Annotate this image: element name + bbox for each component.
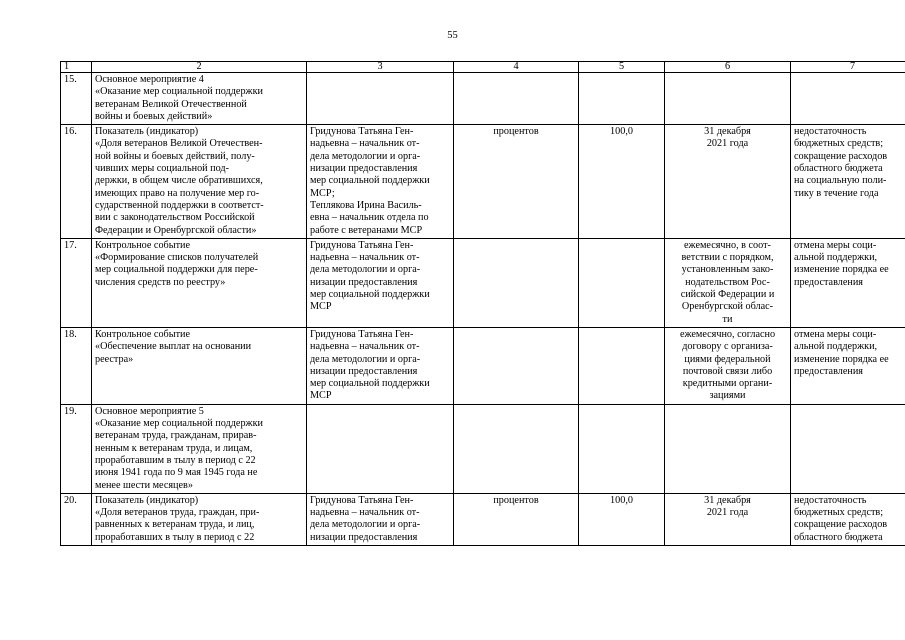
value-cell (579, 327, 665, 404)
row-number: 16. (61, 125, 92, 239)
responsible-cell (307, 493, 454, 545)
header-col-7: 7 (791, 62, 905, 73)
table-row (61, 73, 905, 125)
cell-line: на социальную поли- (794, 175, 887, 187)
unit-cell (454, 73, 579, 125)
cell-line: работе с ветеранами МСР (310, 224, 423, 236)
header-col-3: 3 (307, 62, 454, 73)
unit-cell (454, 238, 579, 327)
value-cell: 100,0 (579, 125, 665, 239)
deadline-cell (665, 73, 791, 125)
name-cell (92, 73, 307, 125)
cell-line: Основное мероприятие 5 (95, 405, 204, 417)
responsible-cell (307, 404, 454, 493)
cell-line: проработавших в тылу в период с 22 (95, 531, 255, 543)
cell-line: «Доля ветеранов труда, граждан, при- (95, 507, 260, 519)
name-cell (92, 404, 307, 493)
responsible-cell (307, 327, 454, 404)
cell-line: Показатель (индикатор) (95, 494, 199, 506)
cell-line: дела методологии и орга- (310, 353, 421, 365)
cell-line: сокращение расходов (794, 150, 888, 162)
table-body (61, 73, 905, 546)
header-col-6: 6 (665, 62, 791, 73)
cell-line: кредитными органи- (682, 378, 773, 390)
row-number: 19. (61, 404, 92, 493)
cell-line: «Оказание мер социальной поддержки (95, 418, 263, 430)
risk-cell (791, 125, 905, 239)
row-number: 18. (61, 327, 92, 404)
cell-line: чивших меры социальной под- (95, 163, 230, 175)
deadline-cell (665, 125, 791, 239)
deadline-cell (665, 327, 791, 404)
cell-line: сийской Федерации и (680, 289, 775, 301)
value-cell: 100,0 (579, 493, 665, 545)
cell-line: МСР (310, 390, 332, 402)
table-row (61, 327, 905, 404)
cell-line: МСР (310, 301, 332, 313)
cell-line: циями федеральной (684, 353, 771, 365)
cell-line: изменение порядка ее (794, 264, 889, 276)
cell-line: низации предоставления (310, 276, 418, 288)
cell-line: ненным к ветеранам труда, и лицам, (95, 442, 253, 454)
value-cell (579, 238, 665, 327)
cell-line: МСР; (310, 187, 335, 199)
name-cell (92, 125, 307, 239)
cell-line: ной войны и боевых действий, полу- (95, 150, 255, 162)
cell-line: ежемесячно, согласно (679, 328, 776, 340)
cell-line: евна – начальник отдела по (310, 212, 429, 224)
cell-line: войны и боевых действий» (95, 110, 213, 122)
value-cell (579, 73, 665, 125)
cell-line: реестра» (95, 353, 134, 365)
cell-line: мер социальной поддержки (310, 175, 430, 187)
responsible-cell (307, 73, 454, 125)
cell-line: «Обеспечение выплат на основании (95, 341, 252, 353)
cell-line: отмена меры соци- (794, 239, 877, 251)
cell-line: недостаточность (794, 126, 867, 138)
risk-cell (791, 493, 905, 545)
cell-line: 31 декабря (704, 126, 751, 138)
table-row (61, 404, 905, 493)
responsible-cell (307, 238, 454, 327)
cell-line: 31 декабря (704, 494, 751, 506)
cell-line: нодательством Рос- (685, 276, 770, 288)
deadline-cell (665, 404, 791, 493)
cell-line: тику в течение года (794, 187, 879, 199)
cell-line: Основное мероприятие 4 (95, 74, 204, 85)
cell-line: «Доля ветеранов Великой Отечествен- (95, 138, 263, 150)
cell-line: предоставления (794, 365, 863, 377)
table-row (61, 493, 905, 545)
cell-line: надьевна – начальник от- (310, 507, 420, 519)
cell-line: проработавшим в тылу в период с 22 (95, 454, 256, 466)
cell-line: равненных к ветеранам труда, и лиц, (95, 519, 255, 531)
cell-line: мер социальной поддержки (310, 378, 430, 390)
cell-line: «Формирование списков получателей (95, 252, 259, 264)
cell-line: областного бюджета (794, 163, 883, 175)
cell-line: дела методологии и орга- (310, 150, 421, 162)
row-number: 17. (61, 238, 92, 327)
row-number: 20. (61, 493, 92, 545)
cell-line: зациями (709, 390, 746, 402)
cell-line: бюджетных средств; (794, 138, 884, 150)
cell-line: низации предоставления (310, 365, 418, 377)
cell-line: низации предоставления (310, 163, 418, 175)
responsible-cell (307, 125, 454, 239)
cell-line: ветеранам труда, гражданам, прирав- (95, 430, 257, 442)
cell-line: изменение порядка ее (794, 353, 889, 365)
header-row (61, 62, 905, 73)
cell-line: предоставления (794, 276, 863, 288)
header-col-5: 5 (579, 62, 665, 73)
value-cell (579, 404, 665, 493)
cell-line: недостаточность (794, 494, 867, 506)
name-cell (92, 493, 307, 545)
cell-line: Контрольное событие (95, 328, 190, 340)
deadline-cell (665, 493, 791, 545)
cell-line: установленным зако- (681, 264, 774, 276)
cell-line: Гридунова Татьяна Ген- (310, 239, 414, 251)
cell-line: 2021 года (706, 138, 749, 150)
cell-line: держки, в общем числе обратившихся, (95, 175, 263, 187)
cell-line: Гридунова Татьяна Ген- (310, 328, 414, 340)
cell-line: мер социальной поддержки (310, 289, 430, 301)
unit-cell (454, 404, 579, 493)
cell-line: 2021 года (706, 507, 749, 519)
cell-line: надьевна – начальник от- (310, 138, 420, 150)
cell-line: надьевна – начальник от- (310, 252, 420, 264)
cell-line: дела методологии и орга- (310, 519, 421, 531)
cell-line: Показатель (индикатор) (95, 126, 199, 138)
cell-line: сударственной поддержки в соответст- (95, 199, 264, 211)
cell-line: июня 1941 года по 9 мая 1945 года не (95, 467, 258, 479)
cell-line: ветствии с порядком, (681, 252, 774, 264)
cell-line: дела методологии и орга- (310, 264, 421, 276)
cell-line: ветеранам Великой Отечественной (95, 98, 247, 110)
header-col-2: 2 (92, 62, 307, 73)
unit-cell (454, 327, 579, 404)
cell-line: Гридунова Татьяна Ген- (310, 126, 414, 138)
plan-table (60, 61, 905, 546)
risk-cell (791, 327, 905, 404)
cell-line: числения средств по реестру» (95, 276, 226, 288)
cell-line: Гридунова Татьяна Ген- (310, 494, 414, 506)
cell-line: мер социальной поддержки для пере- (95, 264, 258, 276)
risk-cell (791, 404, 905, 493)
page-number: 55 (447, 30, 458, 41)
cell-line: Контрольное событие (95, 239, 190, 251)
cell-line: бюджетных средств; (794, 507, 884, 519)
cell-line: Теплякова Ирина Василь- (310, 199, 422, 211)
cell-line: менее шести месяцев» (95, 479, 193, 491)
cell-line: вии с законодательством Российской (95, 212, 255, 224)
header-col-4: 4 (454, 62, 579, 73)
row-number: 15. (61, 73, 92, 125)
name-cell (92, 238, 307, 327)
header-col-1: 1 (61, 62, 92, 73)
deadline-cell (665, 238, 791, 327)
unit-cell: процентов (454, 125, 579, 239)
cell-line: альной поддержки, (794, 341, 878, 353)
cell-line: альной поддержки, (794, 252, 878, 264)
cell-line: надьевна – начальник от- (310, 341, 420, 353)
cell-line: низации предоставления (310, 531, 418, 543)
risk-cell (791, 238, 905, 327)
unit-cell: процентов (454, 493, 579, 545)
table-row (61, 125, 905, 239)
cell-line: областного бюджета (794, 531, 883, 543)
cell-line: Оренбургской облас- (681, 301, 774, 313)
cell-line: ти (722, 313, 733, 325)
cell-line: почтовой связи либо (682, 365, 773, 377)
cell-line: «Оказание мер социальной поддержки (95, 86, 263, 98)
cell-line: Федерации и Оренбургской области» (95, 224, 257, 236)
cell-line: ежемесячно, в соот- (684, 239, 771, 251)
cell-line: отмена меры соци- (794, 328, 877, 340)
cell-line: сокращение расходов (794, 519, 888, 531)
cell-line: имеющих право на получение мер го- (95, 187, 260, 199)
name-cell (92, 327, 307, 404)
table-row (61, 238, 905, 327)
cell-line: договору с организа- (682, 341, 773, 353)
risk-cell (791, 73, 905, 125)
